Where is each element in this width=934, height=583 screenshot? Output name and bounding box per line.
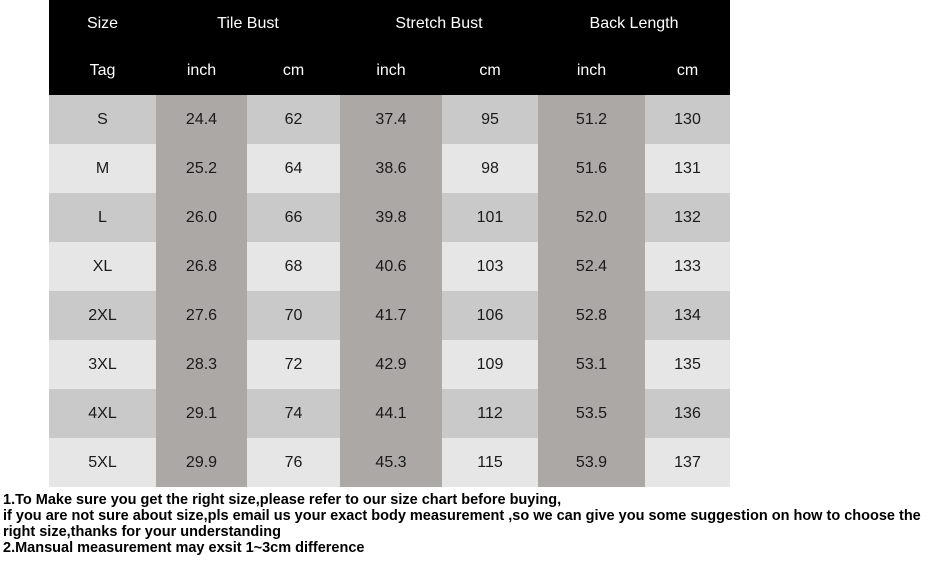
cell-tile-bust-inch: 26.8 xyxy=(156,242,247,291)
cell-stretch-bust-inch: 44.1 xyxy=(340,389,442,438)
cell-tile-bust-inch: 28.3 xyxy=(156,340,247,389)
header-row-groups xyxy=(49,0,730,47)
cell-size-tag: 5XL xyxy=(49,438,156,487)
header-unit-inch: inch xyxy=(340,47,442,95)
cell-stretch-bust-inch: 39.8 xyxy=(340,193,442,242)
table-row xyxy=(49,340,730,389)
cell-back-length-inch: 51.2 xyxy=(538,95,645,144)
table-row xyxy=(49,389,730,438)
size-chart-table xyxy=(49,0,730,487)
cell-tile-bust-inch: 27.6 xyxy=(156,291,247,340)
cell-tile-bust-cm: 68 xyxy=(247,242,340,291)
cell-size-tag: XL xyxy=(49,242,156,291)
cell-back-length-inch: 52.4 xyxy=(538,242,645,291)
table-row xyxy=(49,144,730,193)
cell-tile-bust-inch: 29.1 xyxy=(156,389,247,438)
cell-tile-bust-cm: 64 xyxy=(247,144,340,193)
cell-back-length-inch: 51.6 xyxy=(538,144,645,193)
cell-tile-bust-inch: 29.9 xyxy=(156,438,247,487)
cell-back-length-cm: 136 xyxy=(645,389,730,438)
header-tile-bust: Tile Bust xyxy=(156,0,340,47)
cell-stretch-bust-inch: 40.6 xyxy=(340,242,442,291)
cell-stretch-bust-inch: 41.7 xyxy=(340,291,442,340)
table-row xyxy=(49,193,730,242)
cell-tile-bust-cm: 72 xyxy=(247,340,340,389)
cell-stretch-bust-inch: 42.9 xyxy=(340,340,442,389)
cell-size-tag: S xyxy=(49,95,156,144)
table-row xyxy=(49,95,730,144)
cell-back-length-cm: 134 xyxy=(645,291,730,340)
cell-stretch-bust-cm: 103 xyxy=(442,242,538,291)
header-unit-cm: cm xyxy=(645,47,730,95)
cell-stretch-bust-cm: 115 xyxy=(442,438,538,487)
header-stretch-bust: Stretch Bust xyxy=(340,0,538,47)
header-unit-cm: cm xyxy=(442,47,538,95)
cell-tile-bust-cm: 66 xyxy=(247,193,340,242)
table-row xyxy=(49,438,730,487)
cell-size-tag: 2XL xyxy=(49,291,156,340)
header-unit-inch: inch xyxy=(538,47,645,95)
header-size: Size xyxy=(49,0,156,47)
cell-back-length-inch: 52.0 xyxy=(538,193,645,242)
cell-tile-bust-inch: 25.2 xyxy=(156,144,247,193)
cell-size-tag: L xyxy=(49,193,156,242)
table-header xyxy=(49,0,730,95)
note-line-2: if you are not sure about size,pls email us your exact body measurement ,so we can give you some suggestion on how to choose the right size,thanks for your understanding xyxy=(3,508,921,540)
cell-tile-bust-cm: 74 xyxy=(247,389,340,438)
cell-back-length-cm: 132 xyxy=(645,193,730,242)
cell-stretch-bust-cm: 98 xyxy=(442,144,538,193)
table-row xyxy=(49,291,730,340)
cell-tile-bust-cm: 62 xyxy=(247,95,340,144)
header-unit-inch: inch xyxy=(156,47,247,95)
note-line-1: 1.To Make sure you get the right size,please refer to our size chart before buying, xyxy=(3,492,562,508)
cell-back-length-inch: 53.5 xyxy=(538,389,645,438)
header-tag: Tag xyxy=(49,47,156,95)
cell-back-length-cm: 131 xyxy=(645,144,730,193)
cell-back-length-cm: 130 xyxy=(645,95,730,144)
table-body xyxy=(49,95,730,487)
cell-stretch-bust-cm: 106 xyxy=(442,291,538,340)
header-unit-cm: cm xyxy=(247,47,340,95)
cell-stretch-bust-cm: 101 xyxy=(442,193,538,242)
cell-back-length-cm: 135 xyxy=(645,340,730,389)
cell-back-length-cm: 133 xyxy=(645,242,730,291)
cell-stretch-bust-inch: 37.4 xyxy=(340,95,442,144)
cell-back-length-inch: 53.9 xyxy=(538,438,645,487)
size-notes xyxy=(3,492,933,556)
cell-tile-bust-cm: 70 xyxy=(247,291,340,340)
header-row-units xyxy=(49,47,730,95)
cell-stretch-bust-cm: 112 xyxy=(442,389,538,438)
cell-stretch-bust-cm: 109 xyxy=(442,340,538,389)
cell-back-length-cm: 137 xyxy=(645,438,730,487)
cell-stretch-bust-inch: 38.6 xyxy=(340,144,442,193)
cell-size-tag: 4XL xyxy=(49,389,156,438)
cell-back-length-inch: 52.8 xyxy=(538,291,645,340)
cell-stretch-bust-inch: 45.3 xyxy=(340,438,442,487)
cell-tile-bust-inch: 26.0 xyxy=(156,193,247,242)
note-line-3: 2.Mansual measurement may exsit 1~3cm difference xyxy=(3,540,365,556)
table-row xyxy=(49,242,730,291)
cell-tile-bust-inch: 24.4 xyxy=(156,95,247,144)
cell-size-tag: 3XL xyxy=(49,340,156,389)
cell-tile-bust-cm: 76 xyxy=(247,438,340,487)
header-back-length: Back Length xyxy=(538,0,730,47)
cell-stretch-bust-cm: 95 xyxy=(442,95,538,144)
cell-size-tag: M xyxy=(49,144,156,193)
cell-back-length-inch: 53.1 xyxy=(538,340,645,389)
